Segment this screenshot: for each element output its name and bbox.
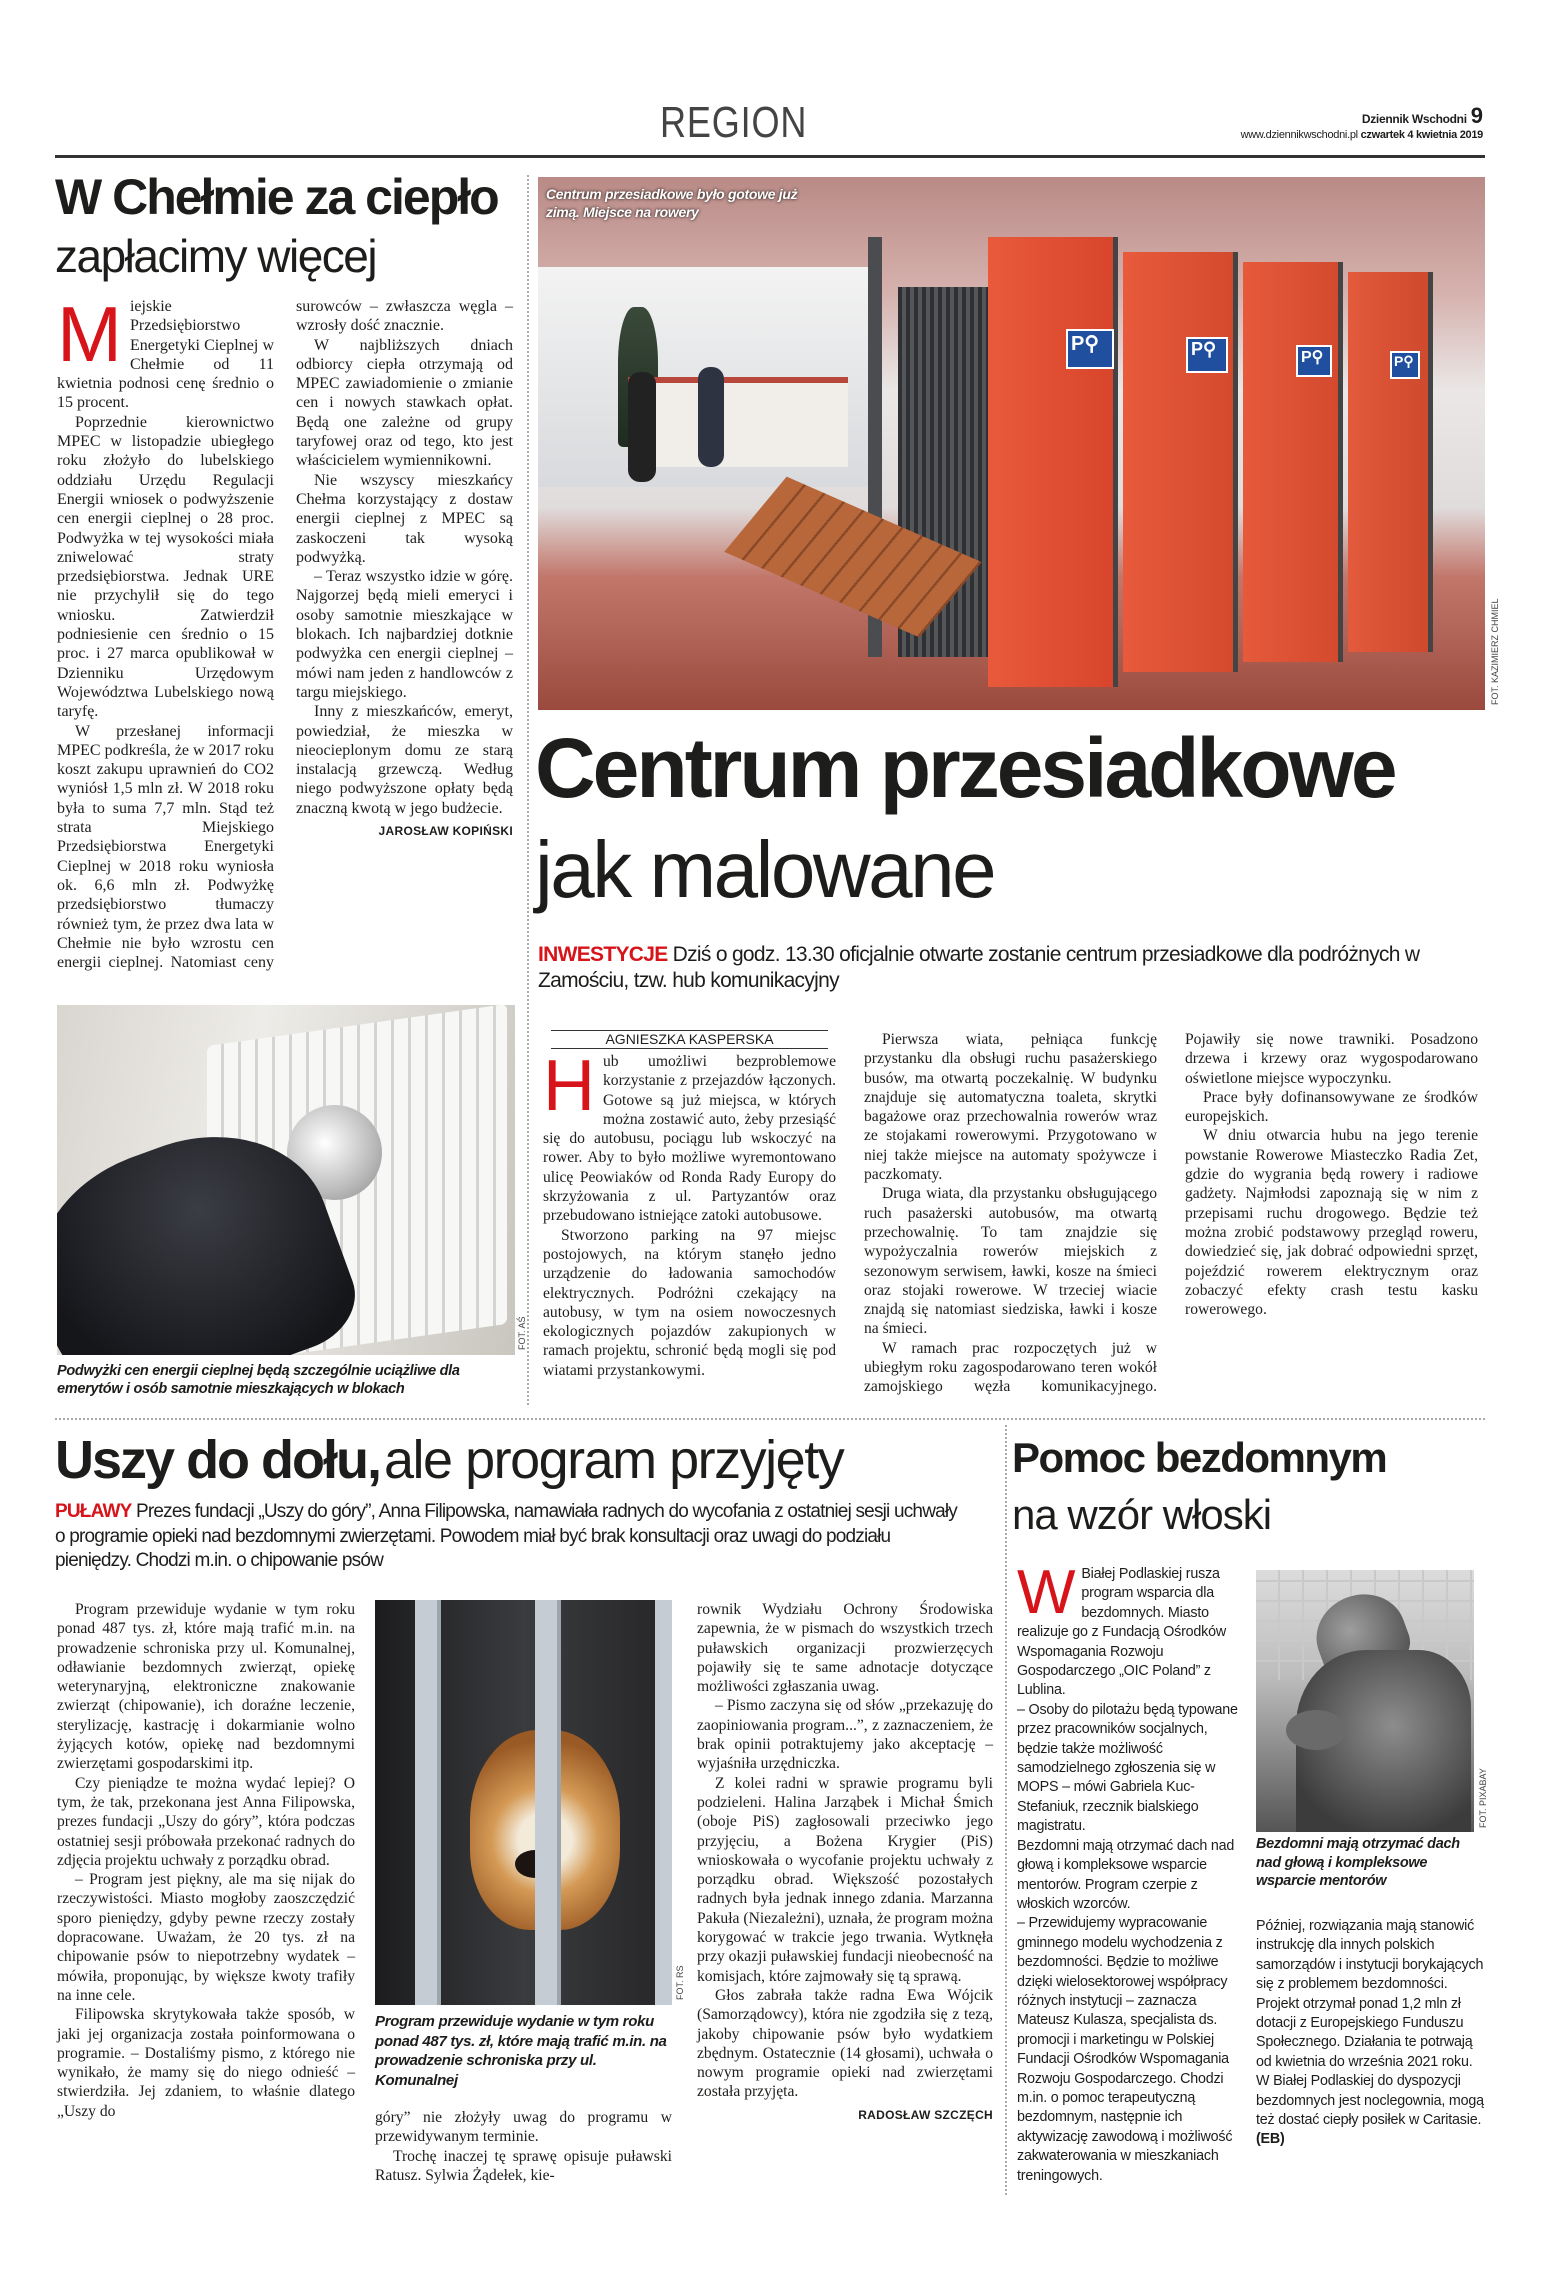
website-link[interactable]: www.dziennikwschodni.pl xyxy=(1240,129,1358,141)
radiator-photo-caption: Podwyżki cen energii cieplnej będą szczególnie uciążliwe dla emerytów i osób samotnie mieszkających w blokach xyxy=(57,1363,460,1397)
paragraph: Bezdomni mają otrzymać dach nad głową i kompleksowe wsparcie mentorów. Program czerpie z włoskich wzorców. xyxy=(1017,1837,1235,1912)
drop-cap: H xyxy=(543,1046,595,1126)
chelm-subheadline: zapłacimy więcej xyxy=(55,230,377,282)
kicker: INWESTYCJE xyxy=(538,943,668,966)
pomoc-column-1 xyxy=(1017,1558,1242,2186)
uszy-column-3 xyxy=(697,1600,993,2125)
drop-cap: W xyxy=(1017,1558,1076,1627)
hub-subheadline: jak malowane xyxy=(535,825,995,914)
paragraph: Druga wiata, dla przystanku obsługującego ruch pasażerski autobusów, ma otwartą przechowalnię. To tam znajdzie się wypożyczalnia rowerów miejskich z sezonowym serwisem, ławki, kosze na śmieci oraz stojaki rowerowe. W trzeciej wiacie znajdą się natomiast siedziska, ławki i kosze na śmieci. xyxy=(864,1185,1157,1338)
header-rule xyxy=(55,155,1485,158)
uszy-column-1 xyxy=(57,1600,355,2121)
section-title: REGION xyxy=(660,98,808,147)
pomoc-headline: Pomoc bezdomnym xyxy=(1012,1434,1387,1481)
paragraph: W Białej Podlaskiej do dyspozycji bezdomnych jest noclegownia, mogą też dostać ciepły posiłek w Caritasie. xyxy=(1256,2073,1484,2129)
hub-lead xyxy=(538,942,1478,994)
paragraph: Pierwsza wiata, pełniąca funkcję przystanku dla obsługi ruchu pasażerskiego busów, ma otwartą poczekalnię. W budynku znajduje się automatyczna toaleta, skrytki bagażowe oraz przechowalnia rowerów wraz ze stojakami rowerowymi. Przygotowano w niej także miejsce na automaty spożywcze i paczkomaty. xyxy=(864,1031,1157,1184)
paragraph: Później, rozwiązania mają stanowić instrukcję dla innych polskich samorządów i instytucji borykających się z problemem bezdomności. Projekt otrzymał ponad 1,2 mln zł dotacji z Europejskiego Funduszu Społecznego. Działania te potrwają od kwietnia do września 2021 roku. xyxy=(1256,1918,1484,2070)
paragraph: Filipowska skrytykowała także sposób, w jaki jej organizacja została poinformowana o programie. – Dostaliśmy pismo, z którego nie wynikało, że mamy się do niego odnieść – stwierdziła. Jej zdaniem, to właśnie dlatego „Uszy do xyxy=(57,2006,355,2120)
lead-text: Dziś o godz. 13.30 oficjalnie otwarte zostanie centrum przesiadkowe dla podróżnych w Zamościu, tzw. hub komunikacyjny xyxy=(538,943,1420,992)
chelm-headline: W Chełmie za ciepło xyxy=(55,169,498,225)
paragraph: iejskie Przedsiębiorstwo Energetyki Cieplnej w Chełmie od 11 kwietnia podnosi cenę średnio o 15 procent. xyxy=(57,298,274,412)
chelm-body xyxy=(57,290,513,997)
pomoc-column-2 xyxy=(1256,1917,1484,2150)
bike-parking-sign-icon: P⚲ xyxy=(1186,337,1228,373)
paragraph: – Teraz wszystko idzie w górę. Najgorzej będą mieli emeryci i osoby samotnie mieszkające w blokach. Ich najbardziej dotknie podwyżka cen energii cieplnej – mówi nam jeden z handlowców z targu miejskiego. xyxy=(296,568,513,701)
kicker: PUŁAWY xyxy=(55,1501,132,1522)
bike-parking-sign-icon: P⚲ xyxy=(1066,329,1114,369)
hub-headline: Centrum przesiadkowe xyxy=(535,721,1395,815)
uszy-lead xyxy=(55,1500,965,1574)
paragraph: W ramach prac rozpoczętych już w ubiegłym roku zagospodarowano teren wokół zamojskiego węzła komunikacyjnego. Pojawiły się nowe trawniki. Posadzono drzewa i krzewy oraz wygospodarowano oświetlone miejsce wypoczynku. xyxy=(864,1031,1478,1396)
paragraph: – Przewidujemy wypracowanie gminnego modelu wychodzenia z bezdomności. Będzie to możliwe dzięki wielosektorowej współpracy różnych instytucji – zaznacza Mateusz Kulasza, specjalista ds. promocji i marketingu w Polskiej Fundacji Ośrodków Wspomagania Rozwoju Gospodarczego. Chodzi m.in. o pomoc terapeutyczną bezdomnym, następnie ich aktywizację zawodową i możliwość zakwaterowania w mieszkaniach treningowych. xyxy=(1017,1915,1233,2184)
signature: (EB) xyxy=(1256,2131,1285,2148)
hub-photo xyxy=(538,177,1485,710)
uszy-column-2 xyxy=(375,2108,672,2185)
paragraph: Trochę inaczej tę sprawę opisuje puławski Ratusz. Sylwia Żądełek, kie- xyxy=(375,2147,672,2184)
bike-parking-sign-icon: P⚲ xyxy=(1296,345,1332,377)
photo-credit: FOT. PIXABAY xyxy=(1478,1768,1488,1828)
paragraph: ub umożliwi bezproblemowe korzystanie z przejazdów łączonych. Gotowe są już miejsca, w których można zostawić auto, żeby przesiąść się do autobusu, pociągu lub wskoczyć na rower. Aby to było możliwe wyremontowano ulicę Peowiaków od Ronda Rady Europy do skrzyżowania z ul. Partyzantów oraz przebudowano istniejące zatoki autobusowe. xyxy=(543,1053,836,1225)
drop-cap: M xyxy=(57,290,122,378)
paragraph: Głos zabrała także radna Ewa Wójcik (Samorządowcy), która nie zgodziła się z tezą, jakoby chipowanie psów było wydatkiem zbędnym. Ostatecznie (14 głosami), uchwała o nowym programie opieki nad zwierzętami została przyjęta. xyxy=(697,1986,993,2101)
author-byline: AGNIESZKA KASPERSKA xyxy=(551,1030,828,1049)
paragraph: Inny z mieszkańców, emeryt, powiedział, że mieszka w nieocieplonym domu ze starą instalacją grzewczą. Według niego podwyższone opłaty będą znaczną kwotą w jego budżecie. xyxy=(296,703,513,817)
issue-date: czwartek 4 kwietnia 2019 xyxy=(1360,129,1483,141)
column-divider xyxy=(1005,1425,1007,2195)
homeless-photo-caption: Bezdomni mają otrzymać dach nad głową i kompleksowe wsparcie mentorów xyxy=(1256,1836,1460,1889)
headline-bold: Uszy do dołu, xyxy=(55,1430,380,1490)
paragraph: góry” nie złożyły uwag do programu w przewidywanym terminie. xyxy=(375,2109,672,2146)
paragraph: Stworzono parking na 97 miejsc postojowych, na którym stanęło jedno urządzenie do ładowania samochodów elektrycznych. Podróżni czekający na autobusy, w tym na osiem nowoczesnych ekologicznych pojazdów zakupionych w ramach projektu, schronić będą mogli się pod wiatami przystankowymi. xyxy=(543,1226,836,1379)
paragraph: Białej Podlaskiej rusza program wsparcia dla bezdomnych. Miasto realizuje go z Fundacją Ośrodków Wspomagania Rozwoju Gospodarczego „OIC Poland” z Lublina. xyxy=(1017,1566,1226,1699)
paragraph: – Pismo zaczyna się od słów „przekazuję do zaopiniowania program...”, z zaznaczeniem, że brak opinii potraktujemy jako akceptację – wyjaśniła urzędniczka. xyxy=(697,1697,993,1773)
headline-light: ale program przyjęty xyxy=(384,1430,844,1490)
paragraph: Prace były dofinansowywane ze środków europejskich. xyxy=(1185,1088,1478,1126)
paragraph: Z kolei radni w sprawie programu byli podzieleni. Halina Jarząbek i Michał Śmich (oboje PiS) zagłosowali przeciwko jego przyjęciu, a Bożena Krygier (PiS) wnioskowała o wycofanie projektu uchwały z porządku obrad. Większość pozostałych radnych była jednak innego zdania. Marzanna Pakuła (Niezależni), uznała, że program można korygować w trakcie jego trwania. Wytknęła przy okazji puławskiej fundacji nieobecność na komisjach, które zajmowały się tą sprawą. xyxy=(697,1774,993,1985)
photo-credit: FOT. KAZIMIERZ CHMIEL xyxy=(1490,598,1500,705)
paragraph: W przesłanej informacji MPEC podkreśla, że w 2017 roku koszt zakupu uprawnień do CO2 wyniósł 1,5 mln zł. W 2018 roku była to suma 7,7 mln. Stąd też strata Miejskiego Przedsiębiorstwa Energetyki Cieplnej w 2018 roku wyniosła ok. 6,6 mln zł. Podwyżkę przedsiębiorstwo tłumaczy również tym, że przez dwa lata w Chełmie nie było wzrostu cen energii cieplnej. Natomiast ceny surowców – zwłaszcza węgla – wzrosły dość znacznie. xyxy=(57,298,513,972)
paragraph: Czy pieniądze te można wydać lepiej? O tym, że tak, przekonana jest Anna Filipowska, prezes fundacji „Uszy do góry”, która podczas ostatniej sesji próbowała przekonać radnych do zdjęcia projektu uchwały z porządku obrad. xyxy=(57,1774,355,1869)
author-byline: RADOSŁAW SZCZĘCH xyxy=(858,2107,993,2122)
page-number: 9 xyxy=(1470,103,1483,128)
dog-photo xyxy=(375,1600,672,2005)
paragraph: – Osoby do pilotażu będą typowane przez pracowników socjalnych, będzie także możliwość samodzielnego zgłoszenia się w MOPS – mówi Gabriela Kuc-Stefaniuk, rzecznik bialskiego magistratu. xyxy=(1017,1701,1238,1835)
hub-photo-caption: Centrum przesiadkowe było gotowe już zimą. Miejsce na rowery xyxy=(546,186,798,220)
hub-body xyxy=(543,1030,1478,1400)
bike-parking-sign-icon: P⚲ xyxy=(1390,351,1420,379)
paragraph: rownik Wydziału Ochrony Środowiska zapewnia, że w pismach do wszystkich trzech puławskich organizacji prozwierzęcych pojawiły się te same adnotacje dotyczące możliwości zgłaszania uwag. xyxy=(697,1601,993,1696)
paragraph: W najbliższych dniach odbiorcy ciepła otrzymają od MPEC zawiadomienie o zmianie cen i nowych stawkach opłat. Będą one zależne od grupy taryfowej oraz od tego, kto jest właścicielem wymiennikowni. xyxy=(296,336,513,470)
radiator-photo xyxy=(57,1005,515,1355)
paper-name: Dziennik Wschodni xyxy=(1361,112,1467,126)
section-divider xyxy=(55,1418,1485,1420)
author-byline: JAROSŁAW KOPIŃSKI xyxy=(378,824,513,839)
uszy-headline xyxy=(55,1425,843,1495)
photo-credit: FOT. AŚ xyxy=(517,1316,527,1350)
photo-credit: FOT. RS xyxy=(675,1965,685,2000)
paragraph: Nie wszyscy mieszkańcy Chełma korzystający z dostaw energii cieplnej z MPEC są zaskoczeni tak wysoką podwyżką. xyxy=(296,471,513,566)
paragraph: W dniu otwarcia hubu na jego terenie powstanie Rowerowe Miasteczko Radia Zet, gdzie do wygrania będą rowery i radiowe gadżety. Najmłodsi zapoznają się w nim z przepisami ruchu drogowego. Będzie też można zrobić podstawowy przegląd roweru, dowiedzieć się, jak dobrać odpowiedni sprzęt, pojeździć rowerem elektrycznym oraz zobaczyć efekty crash testu kasku rowerowego. xyxy=(1185,1127,1478,1319)
masthead xyxy=(1241,103,1483,141)
paragraph: – Program jest piękny, ale ma się nijak do rzeczywistości. Miasto mogłoby zaoszczędzić sporo pieniędzy, gdyby pewne rzeczy zostały dopracowane. Uważam, że 20 tys. zł na chipowanie psów to niepotrzebny wydatek – mówiła, proponując, by większe kwoty trafiły na inne cele. xyxy=(57,1871,355,2004)
dog-photo-caption: Program przewiduje wydanie w tym roku ponad 487 tys. zł, które mają trafić m.in. na prowadzenie schroniska przy ul. Komunalnej xyxy=(375,2013,667,2089)
paragraph: Program przewiduje wydanie w tym roku ponad 487 tys. zł, które mają trafić m.in. na prowadzenie schroniska przy ul. Komunalnej, odławianie bezdomnych zwierząt, opiekę weterynaryjną, elektroniczne znakowanie zwierząt (chipowanie), ich doraźne leczenie, sterylizację, kastrację i dokarmianie wolno żyjących kotów, opiekę nad bezdomnymi zwierzętami gospodarskimi itp. xyxy=(57,1601,355,1773)
pomoc-subheadline: na wzór włoski xyxy=(1012,1491,1272,1538)
paragraph: Poprzednie kierownictwo MPEC w listopadzie ubiegłego roku złożyło do lubelskiego oddziału Urzędu Regulacji Energii wniosek o podwyższenie cen energii cieplnej o 28 proc. Podwyżka w tej wysokości miała zniwelować straty przedsiębiorstwa. Jednak URE nie przychylił się do tego wniosku. Zatwierdził podniesienie cen średnio o 15 proc. i 27 marca opublikował w Dzienniku Urzędowym Województwa Lubelskiego nową taryfę. xyxy=(57,413,274,721)
column-divider xyxy=(527,175,529,1405)
lead-text: Prezes fundacji „Uszy do góry”, Anna Filipowska, namawiała radnych do wycofania z ostatniej sesji uchwały o programie opieki nad bezdomnymi zwierzętami. Powodem miał być brak konsultacji oraz uwagi do podziału pieniędzy. Chodzi m.in. o chipowanie psów xyxy=(55,1501,958,1571)
homeless-man-photo xyxy=(1256,1570,1474,1832)
